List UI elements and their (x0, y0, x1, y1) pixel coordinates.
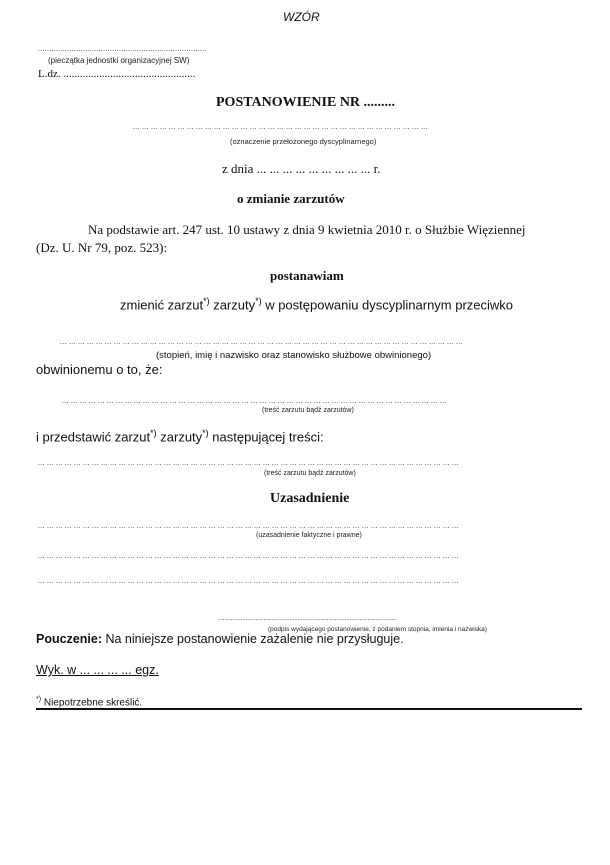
legal-basis-line-1: Na podstawie art. 247 ust. 10 ustawy z dnia 9 kwietnia 2010 r. o Służbie Więziennej (88, 222, 526, 237)
instruction-label: Pouczenie: (36, 632, 102, 646)
justification-caption: (uzasadnienie faktyczne i prawne) (256, 532, 362, 539)
present-middle: zarzuty (156, 429, 203, 445)
footnote-mark: *) (203, 296, 210, 306)
charge-dotted-line: ... ... ... ... ... ... ... ... ... ... ... ... ... ... ... ... ... ... ... ... ... ... ... ... ... ... ... ... ... ... ... ... ... ... ... ... ... ... ... ... ... ... ... (62, 397, 447, 405)
legal-basis-line-2: (Dz. U. Nr 79, poz. 523): (36, 240, 168, 255)
stamp-caption: (pieczątka jednostki organizacyjnej SW) (48, 56, 190, 65)
present-charge-line (36, 428, 324, 444)
document-title: POSTANOWIENIE NR ......... (216, 95, 396, 110)
template-label: WZÓR (283, 10, 320, 24)
footnote-mark: *) (202, 428, 209, 438)
new-charge-dotted-line: ... ... ... ... ... ... ... ... ... ... ... ... ... ... ... ... ... ... ... ... ... ... ... ... ... ... ... ... ... ... ... ... ... ... ... ... ... ... ... ... ... ... ... ... ... ... ... (38, 459, 459, 467)
present-prefix: i przedstawić zarzut (36, 429, 151, 445)
footnote (36, 696, 142, 708)
superior-caption: (oznaczenie przełożonego dyscyplinarnego) (230, 137, 377, 146)
justification-dotted-line-2: ... ... ... ... ... ... ... ... ... ... ... ... ... ... ... ... ... ... ... ... ... ... ... ... ... ... ... ... ... ... ... ... ... ... ... ... ... ... ... ... ... ... ... ... ... ... ... (38, 552, 459, 560)
footnote-text: Niepotrzebne skreślić. (41, 697, 143, 709)
justification-dotted-line-1: ... ... ... ... ... ... ... ... ... ... ... ... ... ... ... ... ... ... ... ... ... ... ... ... ... ... ... ... ... ... ... ... ... ... ... ... ... ... ... ... ... ... ... ... ... ... ... (38, 522, 459, 530)
instruction-text: Na niniejsze postanowienie zażalenie nie przysługuje. (102, 632, 404, 646)
instruction-line (36, 632, 404, 646)
decision-heading: postanawiam (270, 268, 344, 283)
accused-dotted-line: ... ... ... ... ... ... ... ... ... ... ... ... ... ... ... ... ... ... ... ... ... ... ... ... ... ... ... ... ... ... ... ... ... ... ... ... ... ... ... ... ... ... ... ... ... (60, 338, 463, 346)
signature-dotted-line: .............................................................................................................. (218, 615, 397, 622)
change-suffix: w postępowaniu dyscyplinarnym przeciwko (261, 297, 514, 313)
signature-caption: (podpis wydającego postanowienie, z podaniem stopnia, imienia i nazwiska) (268, 626, 487, 633)
change-prefix: zmienić zarzut (120, 297, 204, 313)
accused-caption: (stopień, imię i nazwisko oraz stanowisko służbowe obwinionego) (156, 350, 432, 361)
bottom-rule (36, 708, 582, 710)
footnote-mark: *) (36, 696, 42, 703)
date-line: z dnia ... ... ... ... ... ... ... ... ... r. (222, 161, 381, 176)
copies-line: Wyk. w ... ... ... ... egz. (36, 663, 159, 677)
accused-line: obwinionemu o to, że: (36, 362, 163, 377)
stamp-dotted-line: ........................................................................... (38, 45, 207, 53)
footnote-mark: *) (255, 296, 262, 306)
change-charge-line (120, 296, 513, 312)
reference-number-field: L.dz. ................................................ (38, 68, 196, 80)
new-charge-caption: (treść zarzutu bądź zarzutów) (264, 470, 356, 477)
present-suffix: następującej treści: (208, 429, 324, 445)
justification-heading: Uzasadnienie (270, 491, 350, 506)
change-middle: zarzuty (209, 297, 256, 313)
superior-dotted-line: ... ... ... ... ... ... ... ... ... ... ... ... ... ... ... ... ... ... ... ... ... ... ... ... ... ... ... ... ... ... ... ... ... (133, 123, 428, 131)
charge-caption: (treść zarzutu bądź zarzutów) (262, 407, 354, 414)
subject-heading: o zmianie zarzutów (237, 191, 345, 206)
justification-dotted-line-3: ... ... ... ... ... ... ... ... ... ... ... ... ... ... ... ... ... ... ... ... ... ... ... ... ... ... ... ... ... ... ... ... ... ... ... ... ... ... ... ... ... ... ... ... ... ... ... (38, 577, 459, 585)
footnote-mark: *) (150, 428, 157, 438)
